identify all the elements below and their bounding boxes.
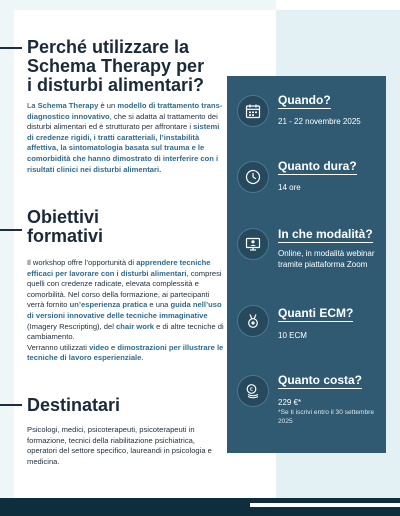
why-title-line: Perché utilizzare la — [27, 37, 190, 57]
monitor-user-icon — [237, 228, 269, 260]
info-panel — [227, 76, 386, 453]
top-strip — [276, 0, 400, 10]
info-value: 229 €* — [278, 398, 302, 407]
info-title: Quanto dura? — [278, 159, 357, 173]
medal-icon — [237, 305, 269, 337]
why-title — [27, 38, 204, 95]
highlight: video — [89, 342, 109, 352]
bottom-stripe — [250, 503, 400, 507]
clock-icon — [237, 161, 269, 193]
info-title: Quanto costa? — [278, 373, 363, 387]
info-value: 14 ore — [278, 183, 301, 192]
audience-paragraph: Psicologi, medici, psicoterapeuti, psicoterapeuti in formazione, tecnici della riabilitazione psichiatrica, operatori del settore specifico, laureandi in psicologia e medicina. — [27, 425, 212, 466]
why-title-line: Schema Therapy per — [27, 56, 205, 76]
highlight: che hanno dimostrato di interferire con i risultati clinici nei disturbi alimentari. — [27, 153, 219, 174]
highlight: chair work — [116, 321, 155, 331]
info-title: Quanti ECM? — [278, 306, 354, 320]
why-paragraph: La Schema Therapy è un modello di trattamento trans-diagnostico innovativo, che si adatta al trattamento dei disturbi alimentari ed è strutturato per affrontare i sistemi di credenze rigidi, i tratti caratteriali, l’instabilità affettiva, la sintomatologia basata sul trauma e le comorbidità che hanno dimostrato di interferire con i risultati clinici nei disturbi alimentari. — [27, 101, 223, 174]
bottom-band — [0, 498, 400, 516]
highlight: dimostrazioni per illustrare le tecniche di lavoro esperienziale — [27, 342, 224, 363]
highlight: guida nell’uso di versioni innovative delle tecniche immaginative — [27, 300, 222, 320]
info-note: *Se ti iscrivi entro il 30 settembre 2025 — [278, 409, 375, 425]
calendar-icon — [237, 95, 269, 127]
highlight: modello di trattamento trans-diagnostico innovativo — [27, 101, 223, 121]
highlight: un’esperienza pratica — [69, 300, 148, 310]
objectives-paragraph: Il workshop offre l’opportunità di apprendere tecniche efficaci per lavorare con i disturbi alimentari, compresi quelli con credenze radicate, elevata complessità e comorbilità. Nel corso della formazione, ai partecipanti verrà fornito un’esperienza pratica e una guida nell’uso di versioni innovative delle tecniche immaginative (Imagery Rescripting), del chair work e di altre tecniche di cambiamento. Verranno utilizzati video e dimostrazioni per illustrare le tecniche di lavoro esperienziale. — [27, 258, 224, 363]
objectives-title-line: Obiettivi — [27, 207, 100, 227]
highlight: apprendere tecniche efficaci per lavorare con i disturbi alimentari — [27, 258, 211, 278]
decorative-line — [0, 229, 22, 231]
decorative-line — [0, 404, 22, 406]
why-title-line: i disturbi alimentari? — [27, 75, 205, 95]
info-value: Online, in modalità webinar tramite piattaforma Zoom — [278, 249, 375, 269]
info-title: In che modalità? — [278, 227, 373, 241]
highlight: Schema Therapy — [37, 101, 99, 110]
audience-title: Destinatari — [27, 395, 121, 415]
coins-icon — [237, 375, 269, 407]
objectives-title — [27, 208, 103, 246]
highlight: sistemi di credenze rigidi, i tratti caratteriali, l’instabilità affettiva, la sintomatologia basata sul trauma e le comorbidità — [27, 122, 220, 163]
info-value: 21 - 22 novembre 2025 — [278, 117, 361, 126]
info-value: 10 ECM — [278, 331, 307, 340]
decorative-line — [0, 47, 22, 49]
objectives-title-line: formativi — [27, 226, 104, 246]
info-title: Quando? — [278, 93, 331, 107]
svg-text:€: € — [249, 387, 254, 394]
